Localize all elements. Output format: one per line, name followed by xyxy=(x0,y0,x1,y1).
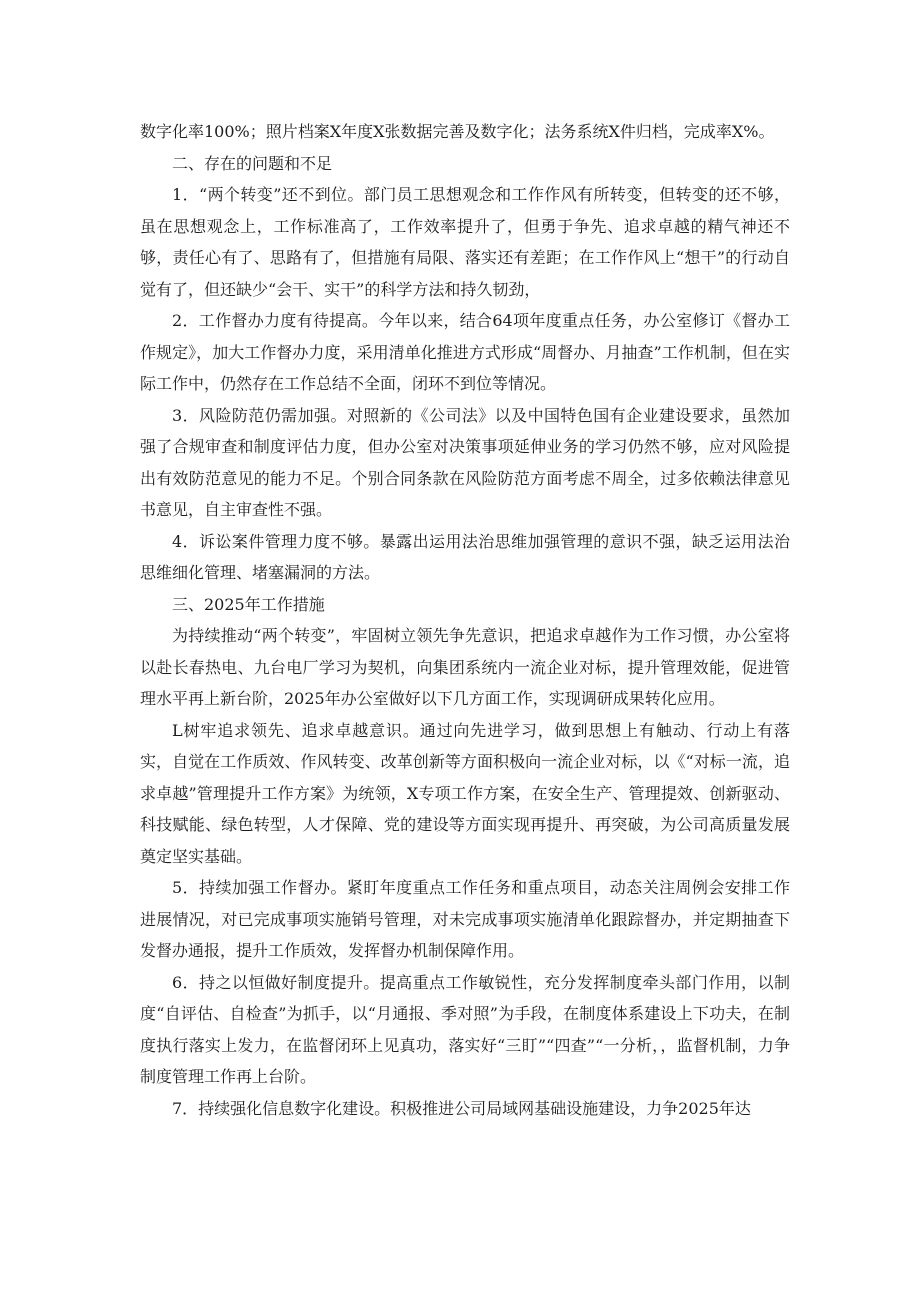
section-heading-problems: 二、存在的问题和不足 xyxy=(172,153,333,173)
paragraph-measures-intro: 为持续推动“两个转变”，牢固树立领先争先意识，把追求卓越作为工作习惯，办公室将以赴长春热电、九台电厂学习为契机，向集团系统内一流企业对标，提升管理效能，促进管理水平再上新台阶，2025年办公室做好以下几方面工作，实现调研成果转化应用。 xyxy=(140,626,790,708)
paragraph-problem-4: 4．诉讼案件管理力度不够。暴露出运用法治思维加强管理的意识不强，缺乏运用法治思维细化管理、堵塞漏洞的方法。 xyxy=(140,531,790,582)
paragraph-problem-1: 1．“两个转变”还不到位。部门员工思想观念和工作作风有所转变，但转变的还不够，虽在思想观念上，工作标准高了，工作效率提升了，但勇于争先、追求卓越的精气神还不够，责任心有了、思路有了，但措施有局限、落实还有差距；在工作作风上“想干”的行动自觉有了，但还缺少“会干、实干”的科学方法和持久韧劲， xyxy=(140,185,790,299)
paragraph-problem-2: 2．工作督办力度有待提高。今年以来，结合64项年度重点任务，办公室修订《督办工作规定》，加大工作督办力度，采用清单化推进方式形成“周督办、月抽查”工作机制，但在实际工作中，仍然存在工作总结不全面，闭环不到位等情况。 xyxy=(140,311,790,393)
paragraph-measure-6: 6．持之以恒做好制度提升。提高重点工作敏锐性，充分发挥制度牵头部门作用，以制度“自评估、自检查”为抓手，以“月通报、季对照”为手段，在制度体系建设上下功夫，在制度执行落实上发力，在监督闭环上见真功，落实好“三盯”“四查”“一分析，，监督机制，力争制度管理工作再上台阶。 xyxy=(140,972,790,1086)
paragraph-problem-3: 3．风险防范仍需加强。对照新的《公司法》以及中国特色国有企业建设要求，虽然加强了合规审查和制度评估力度，但办公室对决策事项延伸业务的学习仍然不够，应对风险提出有效防范意见的能力不足。个别合同条款在风险防范方面考虑不周全，过多依赖法律意见书意见，自主审查性不强。 xyxy=(140,405,790,519)
paragraph-measure-1: L树牢追求领先、追求卓越意识。通过向先进学习，做到思想上有触动、行动上有落实，自觉在工作质效、作风转变、改革创新等方面积极向一流企业对标，以《“对标一流，追求卓越”管理提升工作方案》为统领，X专项工作方案，在安全生产、管理提效、创新驱动、科技赋能、绿色转型，人才保障、党的建设等方面实现再提升、再突破，为公司高质量发展奠定坚实基础。 xyxy=(140,720,790,866)
paragraph-archive-stats: 数字化率100%；照片档案X年度X张数据完善及数字化；法务系统X件归档，完成率X%。 xyxy=(140,122,775,141)
section-heading-measures: 三、2025年工作措施 xyxy=(172,594,325,614)
document-page xyxy=(140,116,790,1124)
paragraph-measure-7: 7．持续强化信息数字化建设。积极推进公司局域网基础设施建设，力争2025年达 xyxy=(172,1098,751,1118)
paragraph-measure-5: 5．持续加强工作督办。紧盯年度重点工作任务和重点项目，动态关注周例会安排工作进展情况，对已完成事项实施销号管理，对未完成事项实施清单化跟踪督办，并定期抽查下发督办通报，提升工作质效，发挥督办机制保障作用。 xyxy=(140,878,790,960)
